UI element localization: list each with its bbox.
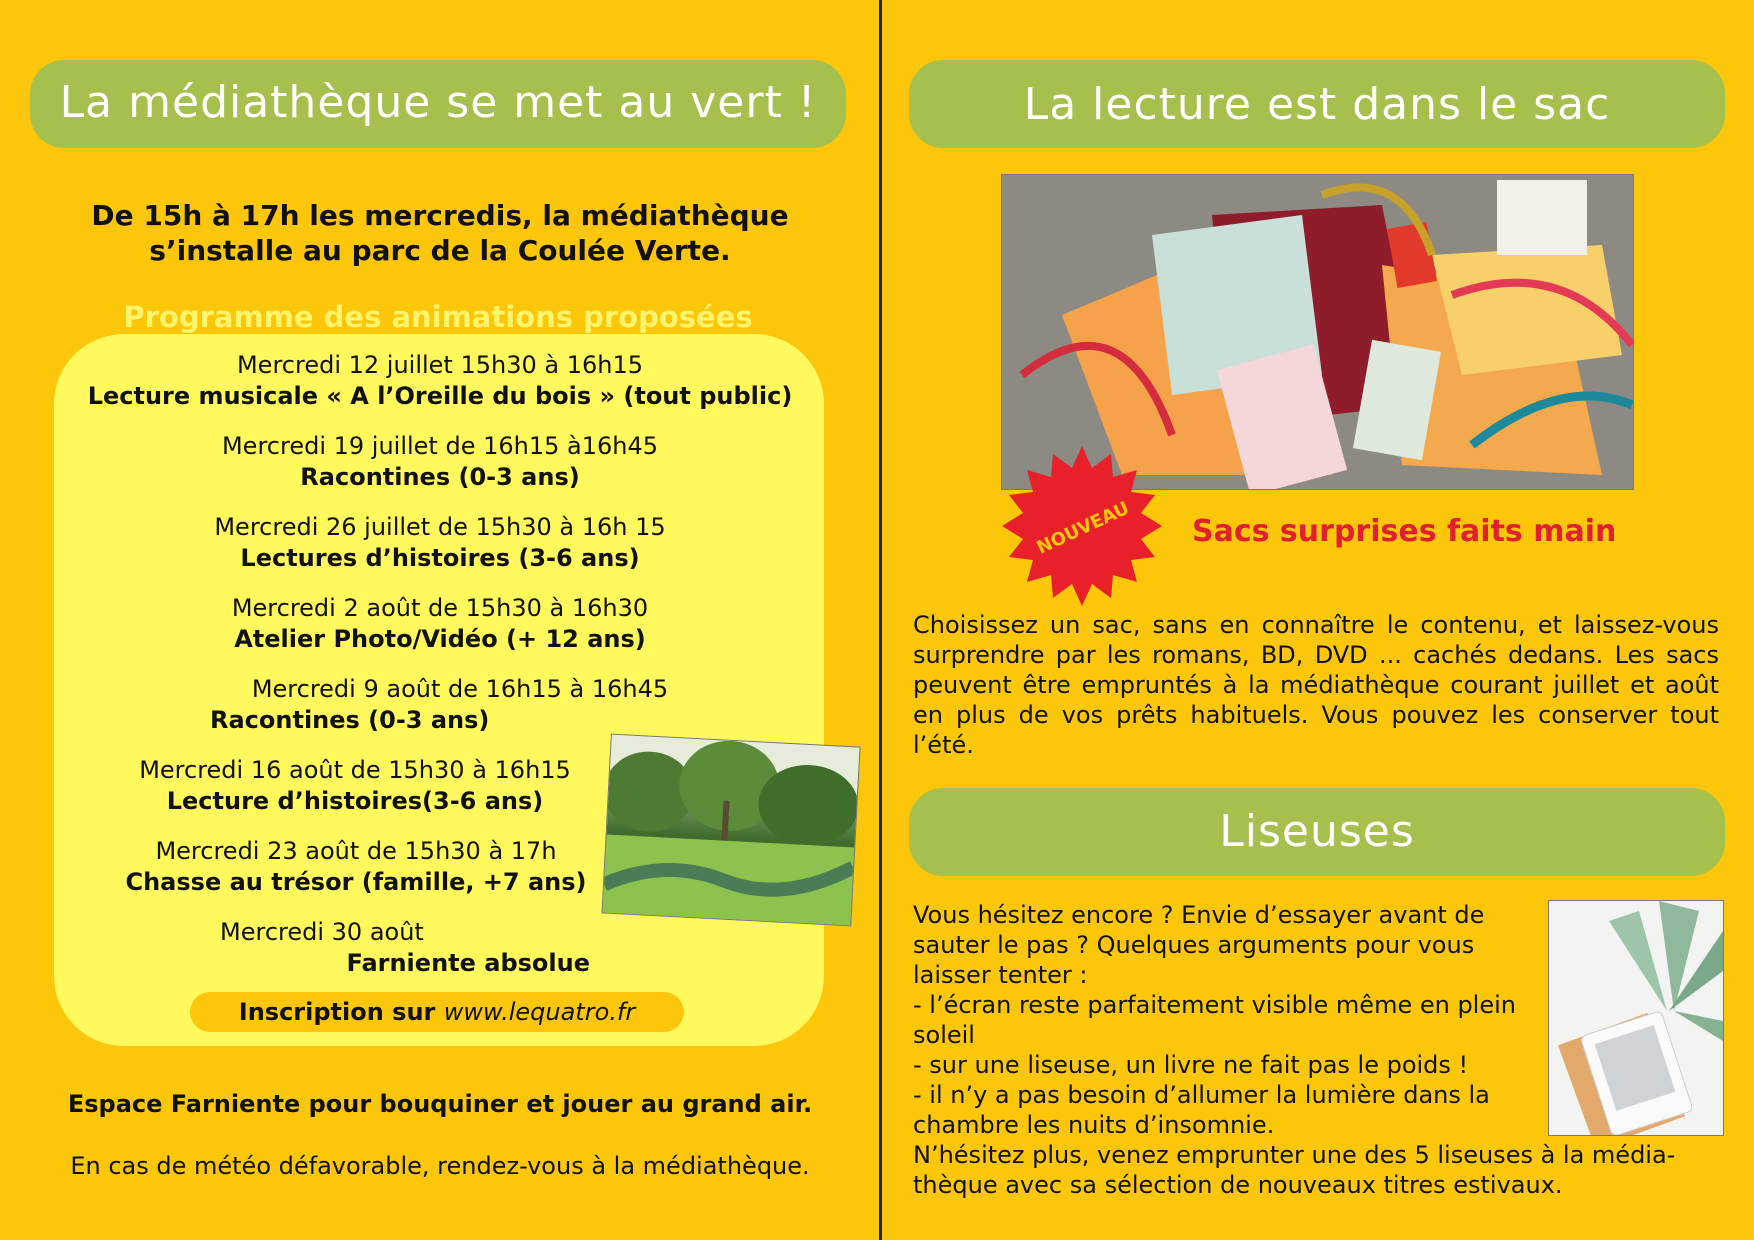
event-date: Mercredi 30 août (220, 918, 424, 946)
liseuses-line: - sur une liseuse, un livre ne fait pas le poids ! (913, 1051, 1469, 1079)
liseuses-line: chambre les nuits d’insomnie. (913, 1111, 1275, 1139)
bags-photo (1001, 174, 1634, 490)
event-title: Lectures d’histoires (3-6 ans) (240, 544, 640, 572)
left-title: La médiathèque se met au vert ! (30, 60, 846, 148)
event-date: Mercredi 26 juillet de 15h30 à 16h 15 (214, 513, 666, 541)
event-6 (100, 755, 610, 817)
liseuses-line: - il n’y a pas besoin d’allumer la lumière dans la (913, 1081, 1490, 1109)
event-title: Lecture d’histoires(3-6 ans) (166, 787, 544, 815)
event-3 (60, 512, 820, 574)
liseuses-line: laisser tenter : (913, 961, 1088, 989)
event-7 (96, 836, 616, 898)
intro-line-2: s’installe au parc de la Coulée Verte. (149, 234, 731, 267)
event-date: Mercredi 2 août de 15h30 à 16h30 (231, 594, 649, 622)
event-title: Racontines (0-3 ans) (210, 706, 490, 734)
event-date: Mercredi 19 juillet de 16h15 à16h45 (221, 432, 659, 460)
sac-paragraph: Choisissez un sac, sans en connaître le contenu, et laissez-vous surprendre par les romans, BD, DVD ... cachés dedans. Les sacs peuvent être empruntés à la médiathèque courant juillet et août en plus de vos prêts habituels. Vous pouvez les conserver tout l’été. (913, 611, 1719, 759)
programme-title: Programme des animations proposées (123, 300, 753, 334)
liseuses-line: Vous hésitez encore ? Envie d’essayer avant de (913, 901, 1485, 929)
event-2 (60, 431, 820, 493)
event-date: Mercredi 12 juillet 15h30 à 16h15 (236, 351, 644, 379)
event-date: Mercredi 23 août de 15h30 à 17h (155, 837, 557, 865)
espace-farniente-text: Espace Farniente pour bouquiner et jouer au grand air. (67, 1090, 813, 1118)
event-8 (220, 917, 590, 979)
liseuses-line: soleil (913, 1021, 975, 1049)
event-title: Farniente absolue (346, 949, 590, 977)
event-date: Mercredi 16 août de 15h30 à 16h15 (139, 756, 571, 784)
liseuses-line: sauter le pas ? Quelques arguments pour vous (913, 931, 1475, 959)
intro-line-1: De 15h à 17h les mercredis, la médiathèque (91, 199, 789, 232)
liseuses-title: Liseuses (909, 788, 1725, 876)
park-photo (601, 734, 860, 927)
event-4 (60, 593, 820, 655)
liseuses-line: thèque avec sa sélection de nouveaux titres estivaux. (913, 1171, 1563, 1199)
liseuses-line: - l’écran reste parfaitement visible même en plein (913, 991, 1516, 1019)
event-title: Atelier Photo/Vidéo (+ 12 ans) (234, 625, 646, 653)
ereader-photo (1548, 900, 1724, 1136)
event-title: Racontines (0-3 ans) (300, 463, 580, 491)
nouveau-badge (1002, 446, 1162, 606)
bags-illustration (1002, 175, 1633, 489)
right-title: La lecture est dans le sac (909, 60, 1725, 148)
event-5 (210, 674, 670, 736)
meteo-text: En cas de météo défavorable, rendez-vous à la médiathèque. (70, 1152, 810, 1180)
event-title: Lecture musicale « A l’Oreille du bois » (tout public) (87, 382, 793, 410)
event-title: Chasse au trésor (famille, +7 ans) (125, 868, 587, 896)
event-date: Mercredi 9 août de 16h15 à 16h45 (251, 675, 669, 703)
event-1 (60, 350, 820, 412)
inscription-label: Inscription sur (238, 998, 436, 1026)
inscription-banner (190, 992, 684, 1032)
intro-text (0, 198, 880, 268)
inscription-link[interactable]: www.lequatro.fr (443, 998, 636, 1026)
ereader-illustration (1549, 901, 1723, 1135)
park-illustration (603, 735, 860, 926)
badge-text: NOUVEAU (1033, 497, 1133, 559)
sacs-caption: Sacs surprises faits main (1192, 514, 1617, 549)
liseuses-line: N’hésitez plus, venez emprunter une des 5 liseuses à la média- (913, 1141, 1676, 1169)
